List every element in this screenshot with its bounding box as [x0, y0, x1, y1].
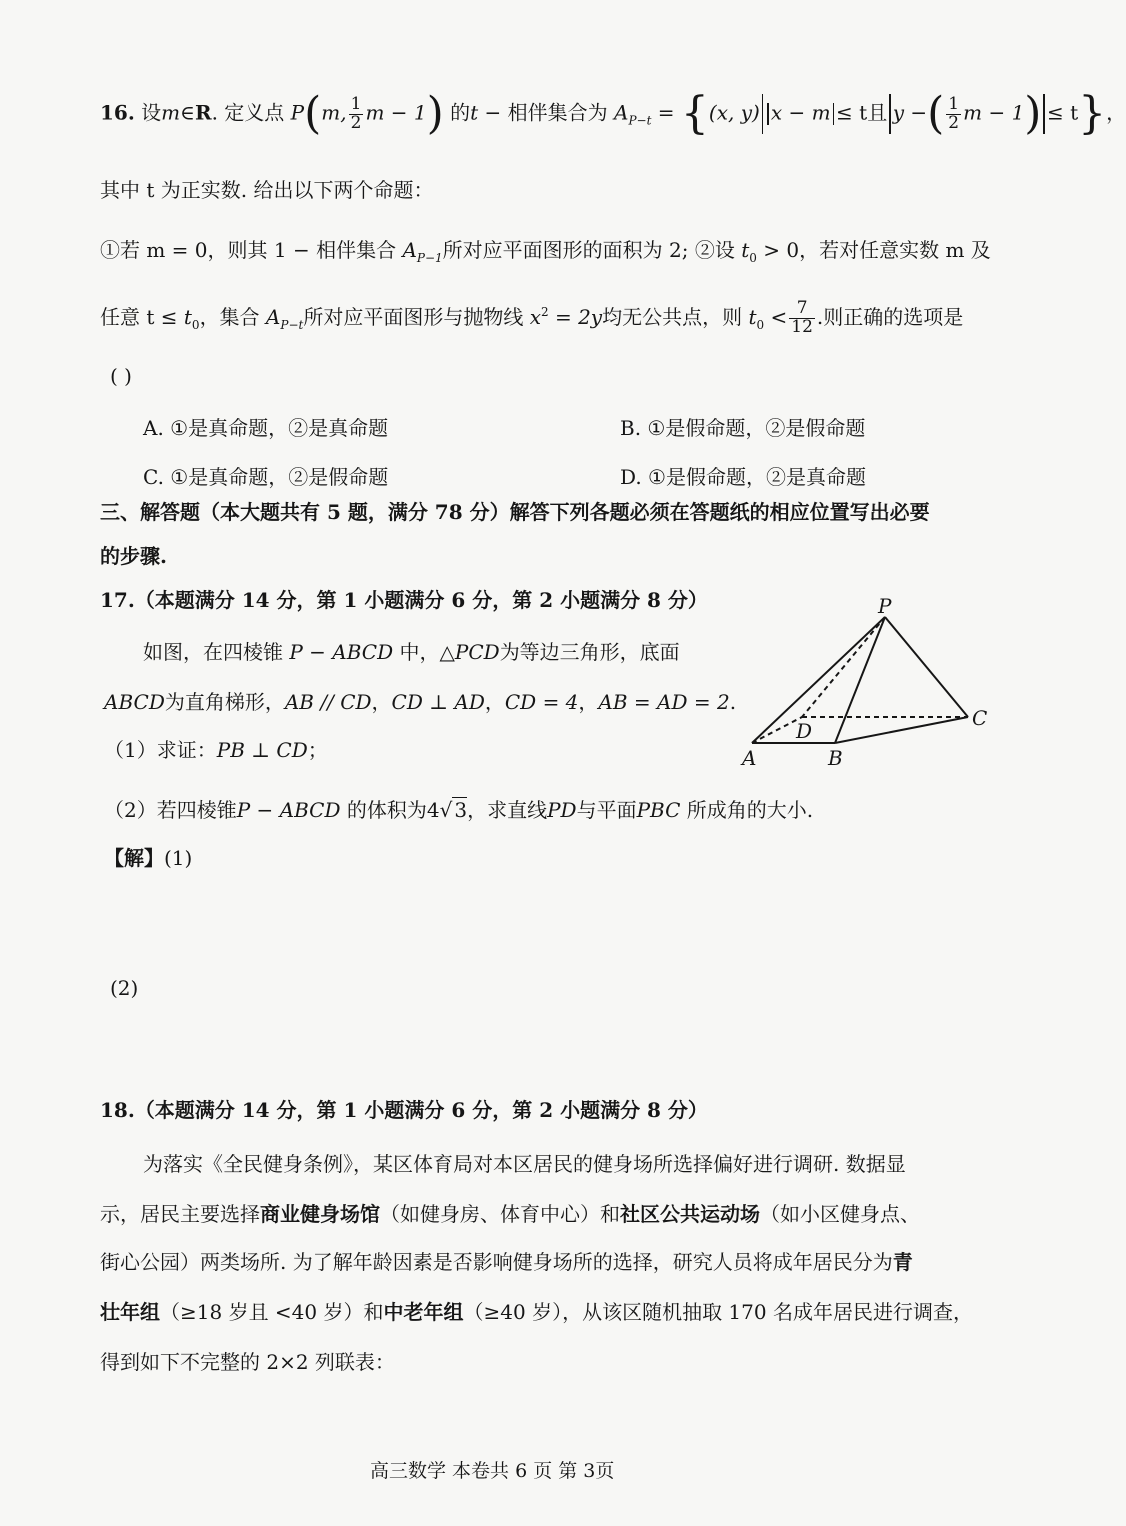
q18-bold: 青 — [892, 1250, 913, 1274]
t0: t — [741, 238, 750, 262]
q17-math: 3 — [454, 798, 468, 822]
q17-text: （1）求证： — [104, 738, 217, 762]
brace-open: { — [680, 88, 709, 139]
q17-math: P − ABCD — [236, 798, 341, 822]
q17-text: 中， — [399, 640, 440, 664]
q16-line4 — [100, 300, 963, 337]
q18-line5: 得到如下不完整的 2×2 列联表： — [100, 1350, 395, 1374]
q18-line4 — [100, 1300, 973, 1324]
edge-bc — [835, 717, 968, 743]
q16-math: x − m — [770, 100, 831, 125]
q17-header: 17.（本题满分 14 分，第 1 小题满分 6 分，第 2 小题满分 8 分） — [100, 588, 708, 612]
set-a-sub: P−1 — [416, 251, 443, 265]
q17-math: ABCD — [104, 690, 165, 714]
q18-text: （≥40 岁），从该区随机抽取 170 名成年居民进行调查， — [463, 1300, 973, 1324]
q16-text: 设 — [141, 100, 162, 125]
q16-text: > 0，若对任意实数 m 及 — [756, 238, 991, 262]
q17-text: 为直角梯形， — [164, 690, 285, 714]
q18-text: （≥18 岁且 <40 岁）和 — [160, 1300, 384, 1324]
q18-bold: 中老年组 — [383, 1300, 464, 1324]
label-p: P — [878, 594, 892, 618]
pyramid-figure — [730, 595, 1000, 775]
option-d[interactable]: D. ①是假命题，②是真命题 — [620, 465, 866, 489]
paren-open: ( — [927, 88, 945, 139]
q16-text: 所对应平面图形与抛物线 — [303, 304, 524, 329]
q16-text: ， — [1106, 100, 1126, 125]
q18-line3 — [100, 1250, 913, 1274]
q17-text: 为等边三角形，底面 — [499, 640, 680, 664]
q17-text: 的体积为 — [346, 798, 427, 822]
q16-point-p: P — [290, 100, 305, 125]
q18-line2 — [100, 1202, 920, 1226]
q17-math: P − ABCD — [289, 640, 394, 664]
q17-math: 4 — [426, 798, 440, 822]
brace-close: } — [1078, 88, 1107, 139]
q16-math: (x, y) — [708, 100, 760, 125]
q16-math: x — [529, 304, 541, 329]
q18-text: 街心公园）两类场所. 为了解年龄因素是否影响健身场所的选择，研究人员将成年居民分为 — [100, 1250, 893, 1274]
set-a-sub: P−t — [280, 317, 304, 332]
label-d: D — [796, 719, 813, 743]
t0-sub: 0 — [756, 317, 765, 332]
bar — [1043, 94, 1045, 134]
q18-text: 示，居民主要选择 — [100, 1202, 260, 1226]
set-a-sub: P−t — [628, 113, 652, 128]
q18-bold: 社区公共运动场 — [620, 1202, 760, 1226]
q16-text: .则正确的选项是 — [816, 304, 964, 329]
q18-text: （如小区健身点、 — [760, 1202, 920, 1226]
q17-math: CD ⊥ AD — [391, 690, 485, 714]
q17-solution — [104, 846, 192, 870]
q16-math: m − 1 — [365, 100, 427, 125]
frac-den: 12 — [791, 316, 813, 337]
q18-text: （如健身房、体育中心）和 — [380, 1202, 620, 1226]
q16-math: R — [194, 100, 212, 125]
q16-math: y − — [892, 100, 928, 125]
q17-math: AB // CD — [284, 690, 372, 714]
q16-math: ∈ — [180, 100, 195, 125]
label-b: B — [828, 746, 843, 770]
solution-part2: (2) — [110, 976, 139, 1000]
bar — [889, 94, 891, 134]
q17-math: PD — [547, 798, 577, 822]
q16-text: − 相伴集合为 — [478, 100, 608, 125]
q16-text: 所对应平面图形的面积为 2; ②设 — [442, 238, 735, 262]
frac-den: 2 — [948, 112, 960, 133]
set-a: A — [614, 100, 629, 125]
q17-line1 — [143, 640, 680, 664]
q16-math: m − 1 — [963, 100, 1025, 125]
edge-pa — [752, 617, 885, 743]
q18-bold: 壮年组 — [100, 1300, 160, 1324]
fraction-half — [349, 93, 364, 133]
bar — [762, 94, 764, 134]
q17-text: ，求直线 — [467, 798, 548, 822]
q17-part2 — [104, 798, 813, 822]
solution-part1: (1) — [164, 846, 193, 870]
q17-text: ， — [578, 690, 599, 714]
q16-line2: 其中 t 为正实数. 给出以下两个命题： — [100, 178, 434, 202]
q18-header: 18.（本题满分 14 分，第 1 小题满分 6 分，第 2 小题满分 8 分） — [100, 1098, 708, 1122]
edge-pc — [885, 617, 968, 717]
t0: t — [183, 304, 192, 329]
option-b[interactable]: B. ①是假命题，②是假命题 — [620, 416, 866, 440]
q16-text: ①若 m = 0，则其 1 − 相伴集合 — [100, 238, 397, 262]
q16-math: m — [161, 100, 181, 125]
section3-heading: 三、解答题（本大题共有 5 题，满分 78 分）解答下列各题必须在答题纸的相应位置写出必要 — [100, 500, 930, 524]
q16-math: = — [651, 100, 681, 125]
label-c: C — [972, 706, 988, 730]
q17-text: . — [729, 690, 737, 714]
q16-math: ≤ t — [1046, 100, 1079, 125]
solution-label: 【解】 — [104, 846, 164, 870]
q16-text: ，集合 — [199, 304, 260, 329]
q17-line2 — [104, 690, 736, 714]
q18-bold: 商业健身场馆 — [260, 1202, 380, 1226]
frac-num: 1 — [350, 93, 362, 114]
section3-heading-cont: 的步骤. — [100, 544, 167, 568]
q17-text: ， — [484, 690, 505, 714]
paren-close: ) — [426, 88, 444, 139]
sqrt-sign: √ — [439, 798, 453, 822]
edge-pd — [802, 617, 885, 717]
set-a: A — [265, 304, 281, 329]
q16-line1 — [100, 88, 1126, 139]
bar — [833, 103, 835, 125]
q17-part1 — [104, 738, 328, 762]
q17-text: 如图，在四棱锥 — [143, 640, 283, 664]
set-a: A — [402, 238, 417, 262]
q16-math: m, — [321, 100, 347, 125]
option-a[interactable]: A. ①是真命题，②是真命题 — [143, 416, 389, 440]
q17-math: PB ⊥ CD — [216, 738, 308, 762]
q17-math: AB = AD = 2 — [598, 690, 730, 714]
q16-math: ≤ t且 — [836, 100, 888, 125]
q16-number: 16. — [100, 100, 135, 125]
q18-line1: 为落实《全民健身条例》，某区体育局对本区居民的健身场所选择偏好进行调研. 数据显 — [143, 1152, 906, 1176]
edge-pb — [835, 617, 885, 743]
option-c[interactable]: C. ①是真命题，②是假命题 — [143, 465, 389, 489]
q16-text: . 定义点 — [211, 100, 285, 125]
t0: t — [748, 304, 757, 329]
q17-text: ； — [307, 738, 328, 762]
q17-text: ， — [371, 690, 392, 714]
q16-math: = 2y — [548, 304, 603, 329]
label-a: A — [742, 746, 757, 770]
q16-math: < — [764, 304, 788, 329]
bar — [767, 103, 769, 125]
frac-den: 2 — [350, 112, 362, 133]
q17-math: △PCD — [439, 640, 500, 664]
q16-math: 2 — [540, 305, 549, 320]
q17-text: 所成角的大小. — [686, 798, 814, 822]
t0-sub: 0 — [749, 251, 757, 265]
edge-ad — [752, 717, 802, 743]
q17-text: （2）若四棱锥 — [104, 798, 237, 822]
answer-paren: ( ) — [110, 364, 132, 388]
q17-text: 与平面 — [576, 798, 637, 822]
paren-open: ( — [304, 88, 322, 139]
q17-math: PBC — [636, 798, 681, 822]
q16-text: 任意 t ≤ — [100, 304, 178, 329]
q16-line3 — [100, 238, 991, 265]
page-footer: 高三数学 本卷共 6 页 第 3页 — [370, 1460, 615, 1482]
t0-sub: 0 — [191, 317, 200, 332]
fraction-half — [946, 93, 961, 133]
q16-text: 均无公共点，则 — [602, 304, 743, 329]
q16-math: t — [470, 100, 479, 125]
q16-text: 的 — [450, 100, 471, 125]
fraction-7-12 — [789, 300, 815, 337]
frac-num: 7 — [789, 300, 815, 319]
paren-close: ) — [1024, 88, 1042, 139]
frac-num: 1 — [948, 93, 960, 114]
q17-math: CD = 4 — [504, 690, 579, 714]
